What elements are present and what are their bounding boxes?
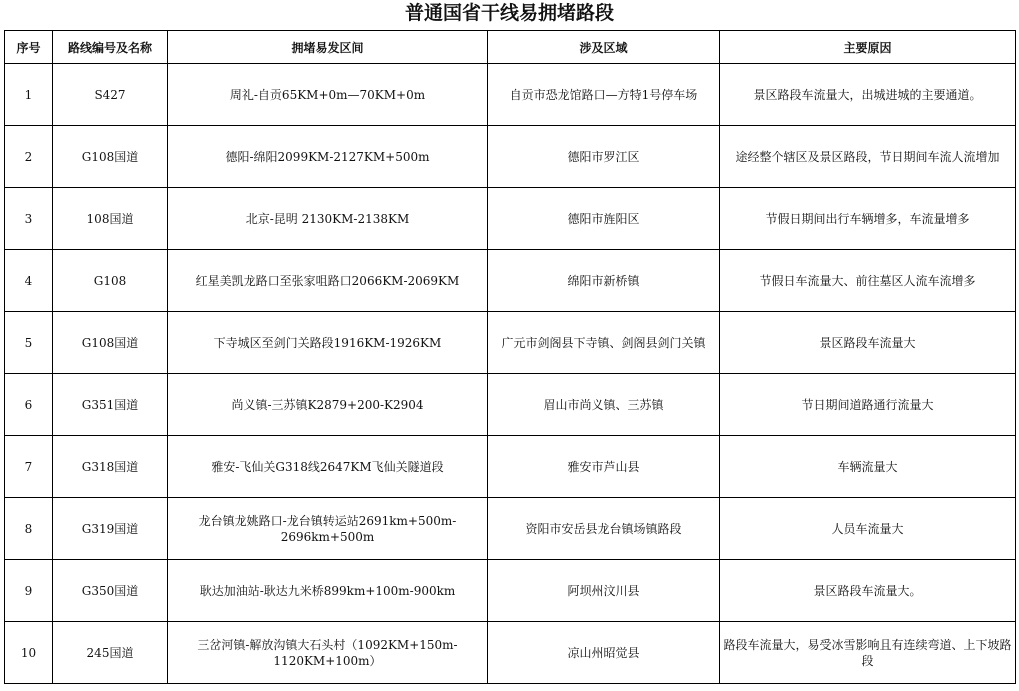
table-row [5, 374, 1016, 436]
cell-index: 7 [5, 436, 53, 498]
cell-section: 雅安-飞仙关G318线2647KM飞仙关隧道段 [168, 436, 488, 498]
cell-section: 北京-昆明 2130KM-2138KM [168, 188, 488, 250]
page-title: 普通国省干线易拥堵路段 [404, 2, 614, 24]
cell-region: 绵阳市新桥镇 [488, 250, 720, 312]
cell-section: 周礼-自贡65KM+0m—70KM+0m [168, 64, 488, 126]
header-index: 序号 [5, 31, 53, 64]
cell-section: 红星美凯龙路口至张家咀路口2066KM-2069KM [168, 250, 488, 312]
header-reason: 主要原因 [720, 31, 1016, 64]
cell-reason: 路段车流量大，易受冰雪影响且有连续弯道、上下坡路段 [720, 622, 1016, 684]
cell-section: 龙台镇龙姚路口-龙台镇转运站2691km+500m-2696km+500m [168, 498, 488, 560]
cell-section: 耿达加油站-耿达九米桥899km+100m-900km [168, 560, 488, 622]
cell-region: 德阳市罗江区 [488, 126, 720, 188]
cell-index: 3 [5, 188, 53, 250]
cell-route: 245国道 [53, 622, 168, 684]
cell-route: G108 [53, 250, 168, 312]
cell-index: 5 [5, 312, 53, 374]
table-header-row [5, 31, 1016, 64]
table-row [5, 312, 1016, 374]
cell-index: 4 [5, 250, 53, 312]
cell-reason: 景区路段车流量大 [720, 312, 1016, 374]
cell-section: 下寺城区至剑门关路段1916KM-1926KM [168, 312, 488, 374]
cell-route: G318国道 [53, 436, 168, 498]
cell-region: 阿坝州汶川县 [488, 560, 720, 622]
cell-route: G108国道 [53, 312, 168, 374]
header-section: 拥堵易发区间 [168, 31, 488, 64]
cell-region: 凉山州昭觉县 [488, 622, 720, 684]
cell-index: 9 [5, 560, 53, 622]
cell-route: G108国道 [53, 126, 168, 188]
cell-route: 108国道 [53, 188, 168, 250]
header-route: 路线编号及名称 [53, 31, 168, 64]
cell-section: 德阳-绵阳2099KM-2127KM+500m [168, 126, 488, 188]
table-row [5, 64, 1016, 126]
cell-region: 资阳市安岳县龙台镇场镇路段 [488, 498, 720, 560]
table-row [5, 250, 1016, 312]
table-row [5, 498, 1016, 560]
cell-region: 眉山市尚义镇、三苏镇 [488, 374, 720, 436]
table-row [5, 436, 1016, 498]
cell-index: 8 [5, 498, 53, 560]
cell-reason: 车辆流量大 [720, 436, 1016, 498]
cell-reason: 途经整个辖区及景区路段，节日期间车流人流增加 [720, 126, 1016, 188]
cell-reason: 景区路段车流量大，出城进城的主要通道。 [720, 64, 1016, 126]
cell-index: 2 [5, 126, 53, 188]
cell-route: S427 [53, 64, 168, 126]
table-row [5, 126, 1016, 188]
cell-region: 德阳市旌阳区 [488, 188, 720, 250]
cell-index: 6 [5, 374, 53, 436]
cell-index: 10 [5, 622, 53, 684]
cell-reason: 人员车流量大 [720, 498, 1016, 560]
header-region: 涉及区域 [488, 31, 720, 64]
congestion-table [4, 30, 1016, 684]
cell-region: 广元市剑阁县下寺镇、剑阁县剑门关镇 [488, 312, 720, 374]
cell-reason: 节日期间道路通行流量大 [720, 374, 1016, 436]
cell-region: 雅安市芦山县 [488, 436, 720, 498]
cell-reason: 节假日期间出行车辆增多，车流量增多 [720, 188, 1016, 250]
cell-index: 1 [5, 64, 53, 126]
cell-section: 三岔河镇-解放沟镇大石头村（1092KM+150m-1120KM+100m） [168, 622, 488, 684]
cell-route: G351国道 [53, 374, 168, 436]
cell-route: G319国道 [53, 498, 168, 560]
cell-section: 尚义镇-三苏镇K2879+200-K2904 [168, 374, 488, 436]
table-row [5, 622, 1016, 684]
cell-region: 自贡市恐龙馆路口—方特1号停车场 [488, 64, 720, 126]
table-row [5, 188, 1016, 250]
table-row [5, 560, 1016, 622]
cell-reason: 景区路段车流量大。 [720, 560, 1016, 622]
cell-route: G350国道 [53, 560, 168, 622]
cell-reason: 节假日车流量大、前往墓区人流车流增多 [720, 250, 1016, 312]
